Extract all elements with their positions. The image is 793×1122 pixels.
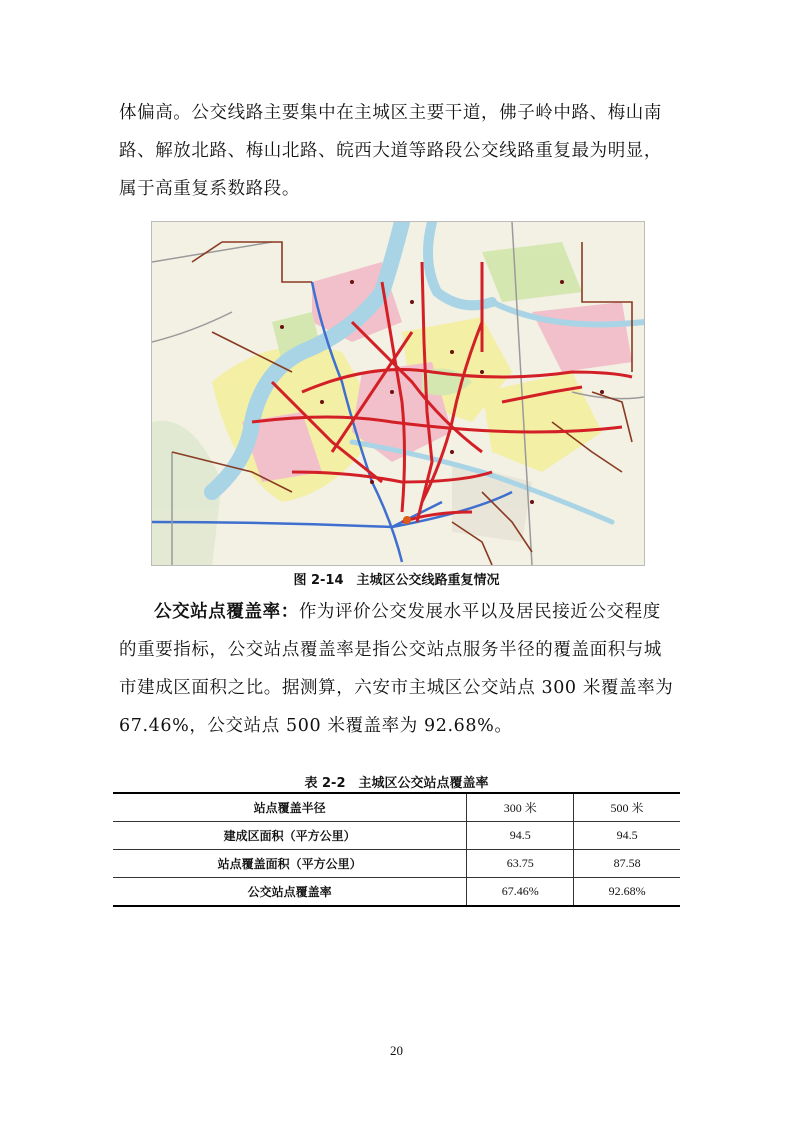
cell-500m: 94.5 bbox=[574, 822, 680, 850]
table-row bbox=[113, 850, 680, 878]
coverage-line-1: 作为评价公交发展水平以及居民接近公交程度 bbox=[298, 602, 661, 622]
table-row bbox=[113, 878, 680, 907]
coverage-line-2: 的重要指标，公交站点覆盖率是指公交站点服务半径的覆盖面积与城 bbox=[119, 640, 662, 660]
map-graphic bbox=[152, 222, 644, 565]
row-label: 公交站点覆盖率 bbox=[113, 878, 467, 907]
intro-line-1: 体偏高。公交线路主要集中在主城区主要干道，佛子岭中路、梅山南 bbox=[119, 103, 662, 123]
cell-500m: 87.58 bbox=[574, 850, 680, 878]
coverage-line-4: 67.46%，公交站点 500 米覆盖率为 92.68%。 bbox=[119, 716, 513, 736]
table-caption: 表 2-2 主城区公交站点覆盖率 bbox=[304, 776, 489, 791]
bus-route-overlap-map bbox=[151, 221, 645, 566]
intro-line-2: 路、解放北路、梅山北路、皖西大道等路段公交线路重复最为明显， bbox=[119, 141, 662, 161]
row-label: 建成区面积（平方公里） bbox=[113, 822, 467, 850]
intro-paragraph bbox=[119, 94, 679, 208]
row-label: 站点覆盖半径 bbox=[113, 793, 467, 822]
page-number: 20 bbox=[390, 1043, 403, 1058]
cell-500m: 92.68% bbox=[574, 878, 680, 907]
coverage-line-3: 市建成区面积之比。据测算，六安市主城区公交站点 300 米覆盖率为 bbox=[119, 678, 674, 698]
cell-500m: 500 米 bbox=[574, 793, 680, 822]
row-label: 站点覆盖面积（平方公里） bbox=[113, 850, 467, 878]
table-row bbox=[113, 793, 680, 822]
cell-300m: 63.75 bbox=[467, 850, 574, 878]
coverage-paragraph bbox=[119, 593, 679, 745]
figure-caption: 图 2-14 主城区公交线路重复情况 bbox=[293, 573, 500, 588]
coverage-table bbox=[113, 792, 680, 907]
table-row bbox=[113, 822, 680, 850]
coverage-lead: 公交站点覆盖率： bbox=[154, 602, 299, 622]
cell-300m: 300 米 bbox=[467, 793, 574, 822]
cell-300m: 67.46% bbox=[467, 878, 574, 907]
intro-line-3: 属于高重复系数路段。 bbox=[119, 179, 300, 199]
cell-300m: 94.5 bbox=[467, 822, 574, 850]
